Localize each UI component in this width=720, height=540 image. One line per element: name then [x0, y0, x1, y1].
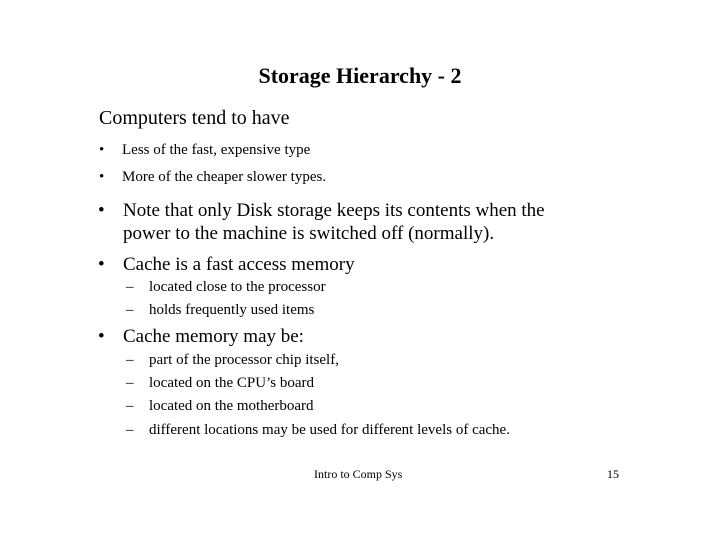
footer-course-name: Intro to Comp Sys — [314, 467, 403, 481]
bullet-icon: • — [98, 254, 105, 275]
sub-item-text: different locations may be used for different levels of cache. — [149, 422, 510, 438]
dash-icon: – — [126, 422, 134, 438]
bullet-text: power to the machine is switched off (normally). — [123, 223, 495, 244]
bullet-icon: • — [99, 169, 105, 185]
bullet-text: Cache is a fast access memory — [123, 254, 355, 275]
dash-icon: – — [126, 302, 134, 318]
list-item-text: More of the cheaper slower types. — [122, 169, 327, 185]
dash-icon: – — [126, 352, 134, 368]
sub-item-text: located on the CPU’s board — [149, 375, 314, 391]
sub-item-text: part of the processor chip itself, — [149, 352, 339, 368]
bullet-text: Cache memory may be: — [123, 326, 304, 347]
bullet-icon: • — [98, 200, 105, 221]
dash-icon: – — [126, 398, 134, 414]
sub-item-text: holds frequently used items — [149, 302, 315, 318]
bullet-icon: • — [99, 142, 105, 158]
dash-icon: – — [126, 279, 134, 295]
bullet-icon: • — [98, 326, 105, 347]
list-item-text: Less of the fast, expensive type — [122, 142, 311, 158]
slide-title: Storage Hierarchy - 2 — [258, 63, 462, 88]
sub-item-text: located close to the processor — [149, 279, 326, 295]
sub-item-text: located on the motherboard — [149, 398, 314, 414]
intro-text: Computers tend to have — [99, 107, 290, 129]
page-number: 15 — [607, 467, 619, 481]
bullet-text: Note that only Disk storage keeps its contents when the — [123, 200, 545, 221]
dash-icon: – — [126, 375, 134, 391]
